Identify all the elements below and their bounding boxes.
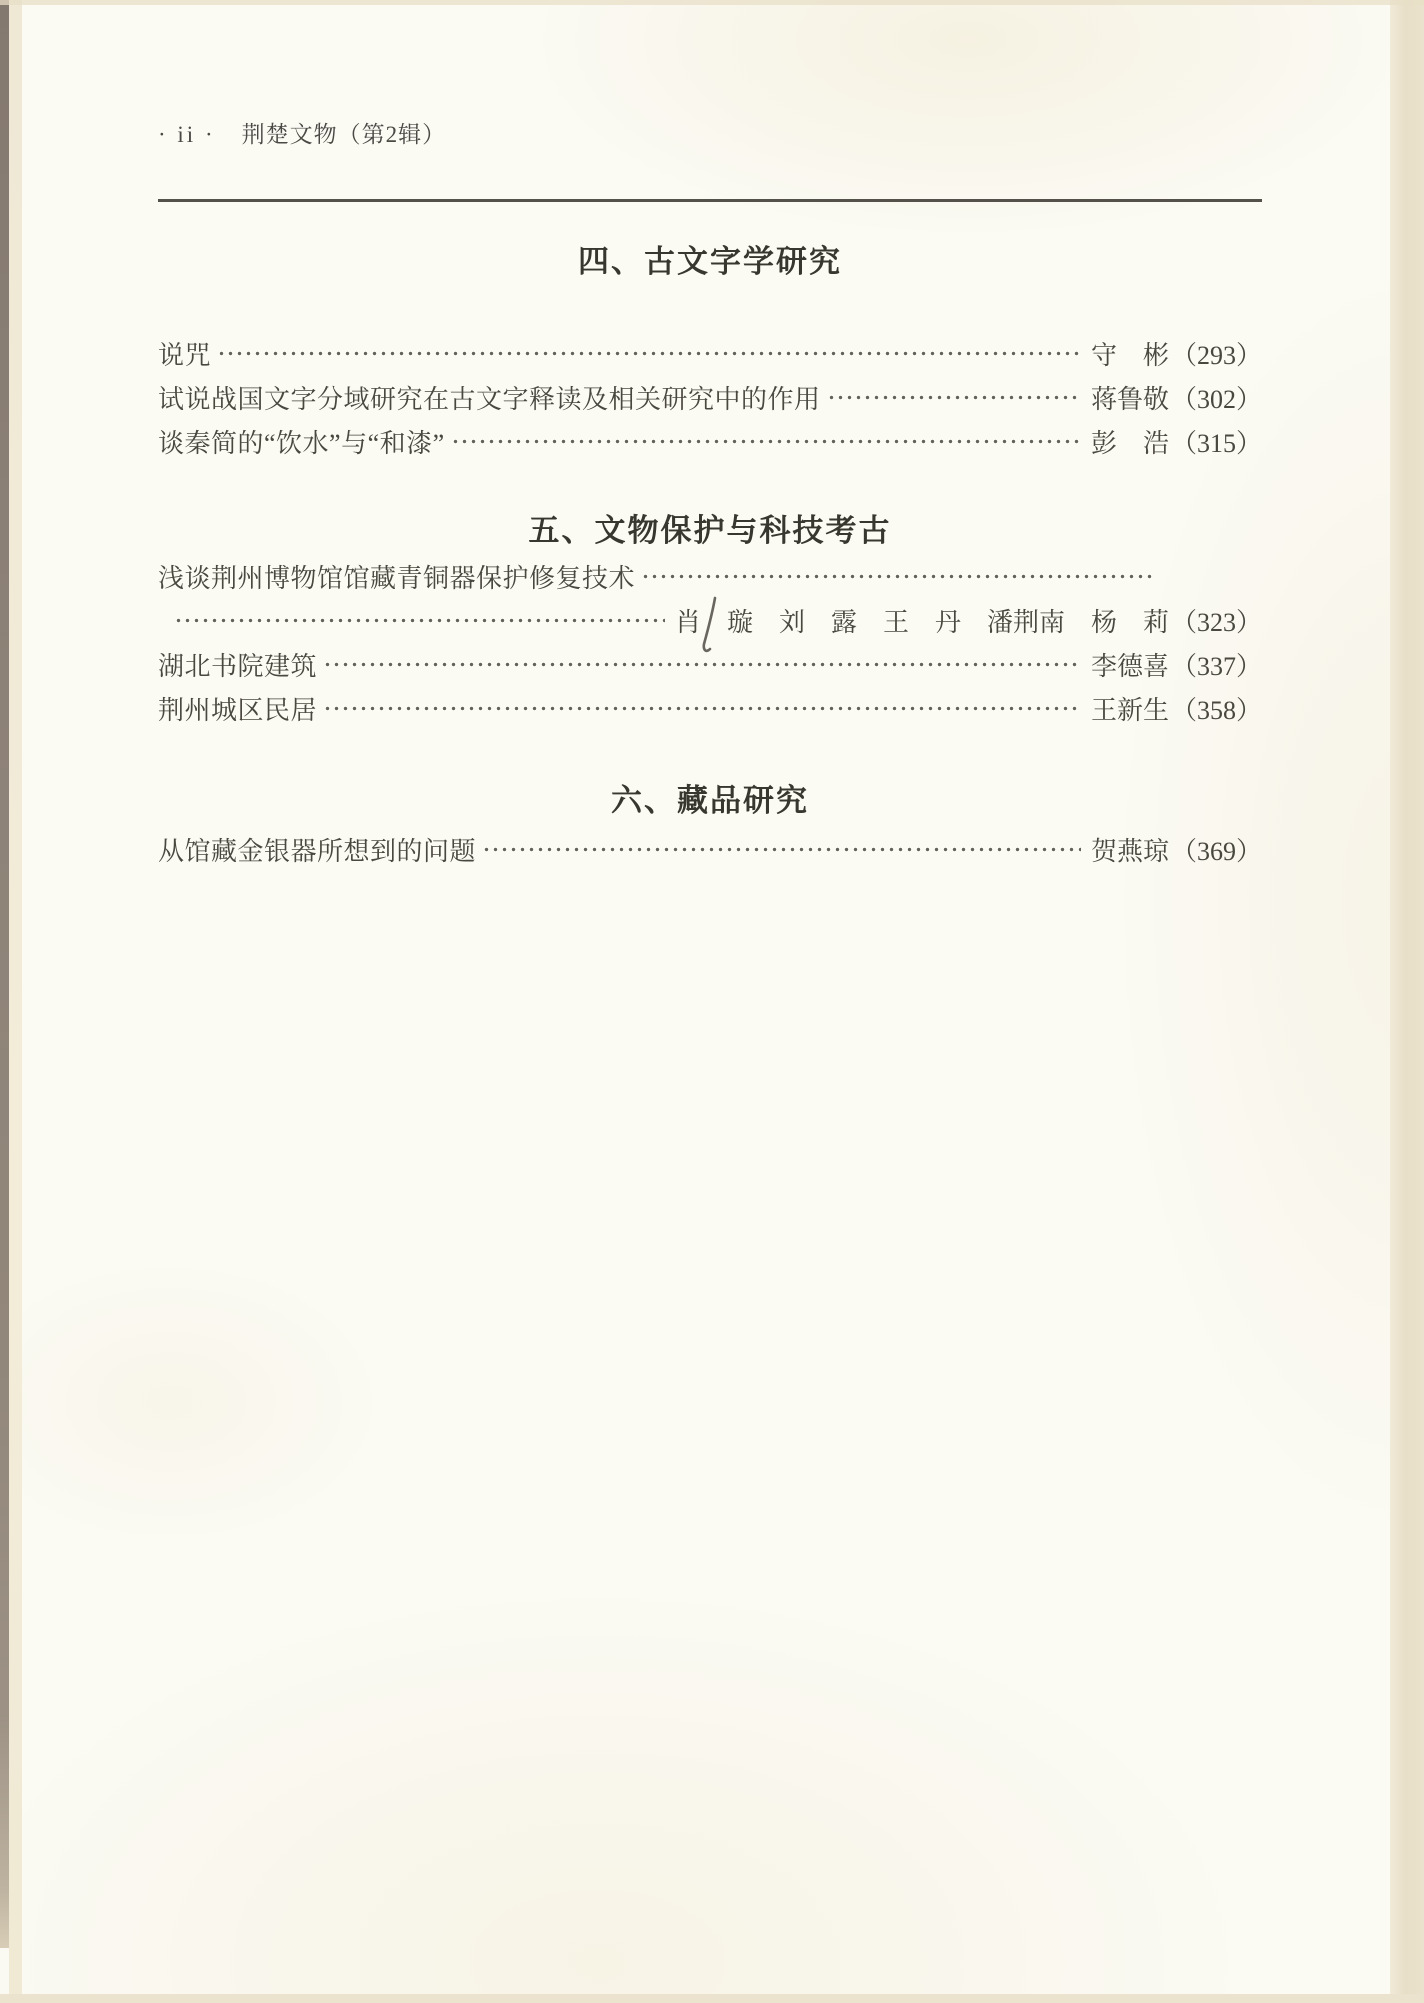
section-heading-4: 四、古文字学研究: [578, 244, 842, 279]
entry-page-number: （323）: [1170, 607, 1262, 637]
toc-entry: [158, 331, 1262, 375]
dot-leader: [217, 331, 1081, 375]
dot-leader: [641, 554, 1154, 598]
toc-entry: [158, 419, 1262, 463]
toc-entry: [158, 642, 1262, 686]
page-edge-bottom: [0, 1994, 1424, 2003]
entry-page-number: （337）: [1170, 651, 1262, 681]
table-of-contents: [158, 0, 1262, 871]
entry-author: 蒋鲁敬: [1090, 384, 1169, 414]
dot-leader: [323, 642, 1081, 686]
entry-page-number: （358）: [1170, 695, 1262, 725]
entry-title: 湖北书院建筑: [158, 651, 318, 681]
entry-page-number: （369）: [1170, 836, 1262, 866]
book-title: 荆楚文物（第2辑）: [241, 122, 447, 147]
toc-entry: [158, 827, 1262, 871]
dot-leader: [451, 419, 1081, 463]
toc-entry-continuation: [158, 598, 1262, 642]
entry-title: 荆州城区民居: [158, 695, 318, 725]
entry-page-number: （315）: [1170, 428, 1262, 458]
folio-page-marker: · ii ·: [158, 122, 216, 147]
dot-leader: [827, 375, 1081, 419]
entry-page-number: （293）: [1170, 340, 1262, 370]
entry-page-number: （302）: [1170, 384, 1262, 414]
entry-author: 彭 浩: [1090, 428, 1169, 458]
page-edge-right: [1390, 0, 1424, 2003]
entry-author: 贺燕琼: [1090, 836, 1169, 866]
dot-leader: [323, 686, 1081, 730]
entry-author: 守 彬: [1090, 340, 1169, 370]
book-spine-edge: [0, 0, 9, 1948]
dot-leader: [482, 827, 1081, 871]
entry-title: 浅谈荆州博物馆馆藏青铜器保护修复技术: [158, 563, 636, 593]
entry-author: 李德喜: [1090, 651, 1169, 681]
section-heading-5: 五、文物保护与科技考古: [528, 513, 892, 548]
entry-title: 从馆藏金银器所想到的问题: [158, 836, 477, 866]
toc-entry: [158, 554, 1262, 598]
entry-author: 王新生: [1090, 695, 1169, 725]
toc-entry: [158, 686, 1262, 730]
section-heading-6: 六、藏品研究: [611, 783, 809, 818]
page-edge-left: [9, 0, 22, 2003]
entry-author: 肖 璇 刘 露 王 丹 潘荆南 杨 莉: [674, 607, 1169, 637]
entry-title: 说咒: [158, 340, 212, 370]
toc-entry: [158, 375, 1262, 419]
dot-leader: [174, 598, 665, 642]
entry-title: 谈秦简的“饮水”与“和漆”: [158, 428, 445, 458]
entry-title: 试说战国文字分域研究在古文字释读及相关研究中的作用: [158, 384, 821, 414]
